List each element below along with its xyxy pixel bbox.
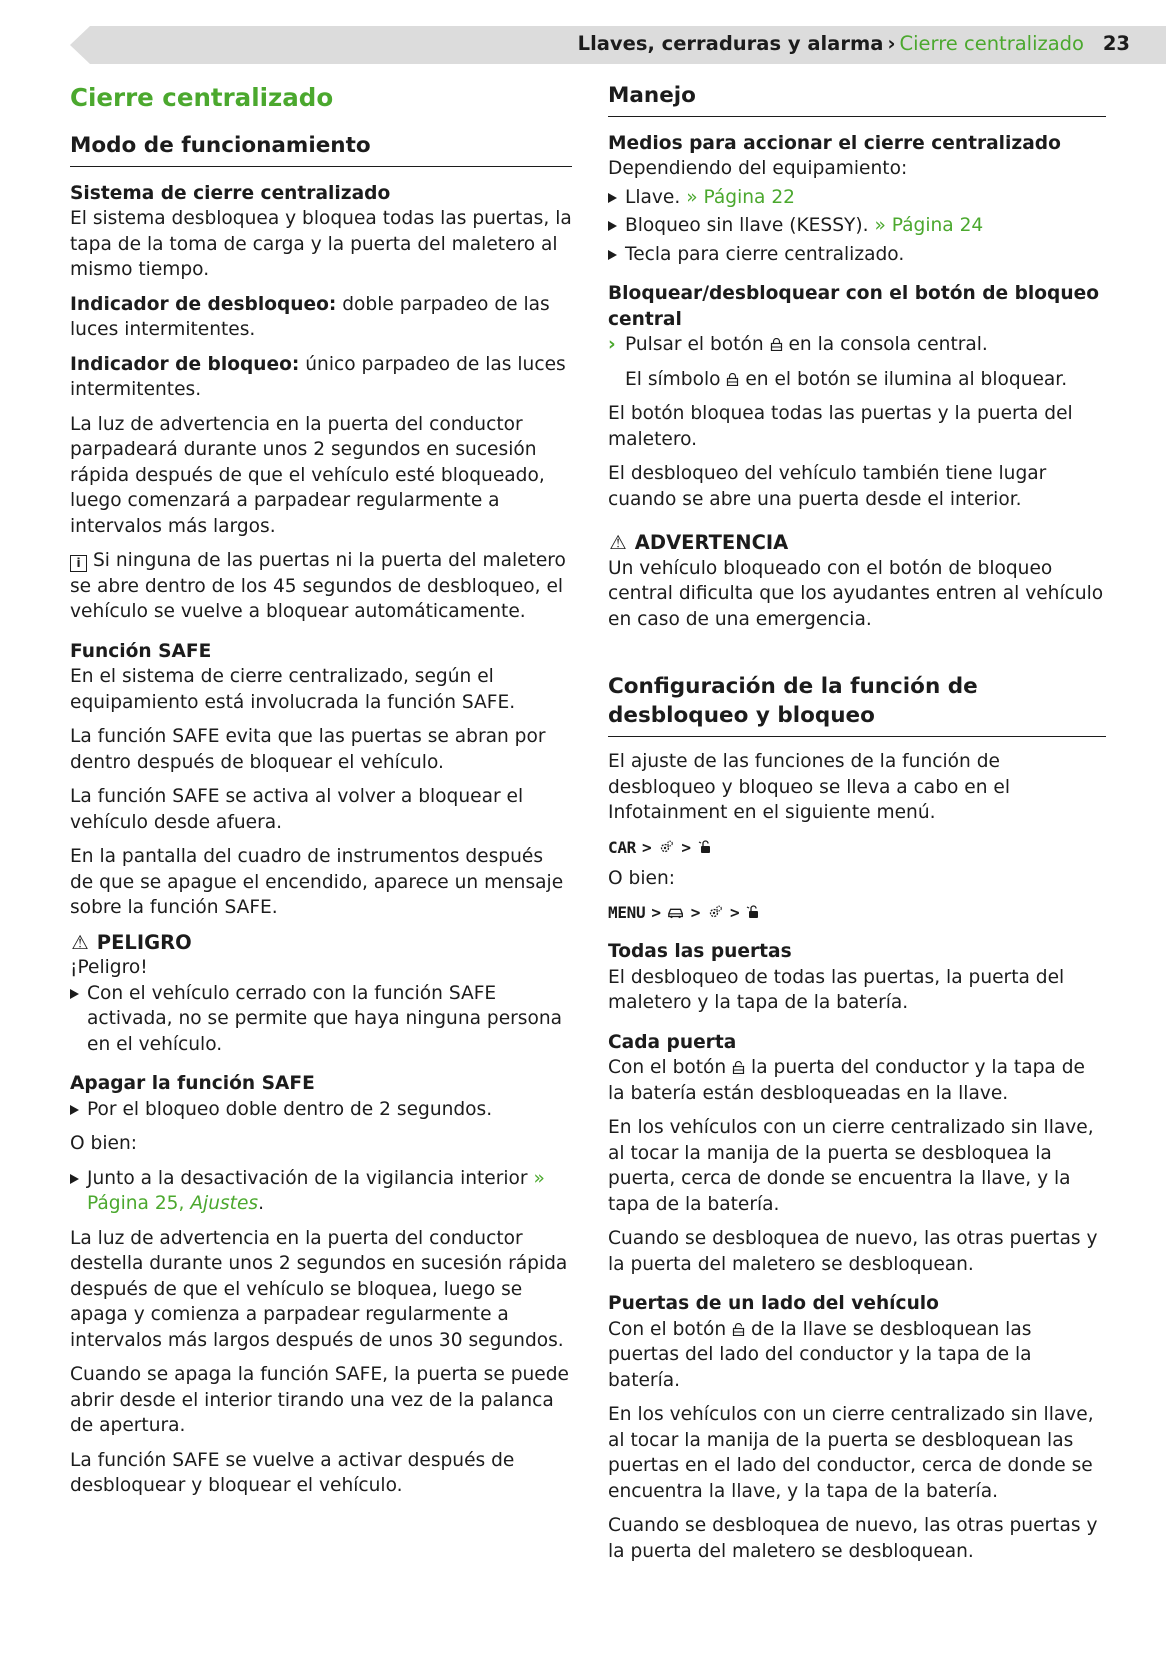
paragraph-button-1: El botón bloquea todas las puertas y la puerta del maletero.: [608, 403, 1073, 450]
breadcrumb-section: Llaves, cerraduras y alarma: [577, 32, 884, 55]
side-doors-p3: Cuando se desbloquea de nuevo, las otras puertas y la puerta del maletero se desbloquean.: [608, 1515, 1098, 1562]
link-page-22[interactable]: » Página 22: [686, 186, 795, 208]
menu-path-car: CAR > >: [608, 835, 1106, 860]
breadcrumb: [578, 32, 1084, 55]
warning-triangle-icon: ⚠: [609, 531, 627, 555]
means-item-kessy: Bloqueo sin llave (KESSY). » Página 24: [608, 213, 1106, 239]
subheading-all-doors: Todas las puertas: [608, 941, 792, 963]
right-column: [608, 82, 1106, 1564]
unlock-indicator-label: Indicador de desbloqueo:: [70, 293, 337, 315]
warning-text: Un vehículo bloqueado con el botón de bloqueo central dificulta que los ayudantes entren al vehículo en caso de una emergencia.: [608, 557, 1104, 630]
link-ajustes[interactable]: Ajustes: [190, 1193, 259, 1215]
section-heading-manejo: Manejo: [608, 82, 1106, 117]
step-chevron-icon: ›: [608, 334, 616, 356]
paragraph-system: El sistema desbloquea y bloquea todas las puertas, la tapa de la toma de carga y la puerta del maletero al mismo tiempo.: [70, 208, 572, 281]
lock-indicator-text: único parpadeo de las luces intermitentes.: [70, 353, 566, 401]
left-column: [70, 82, 572, 1499]
safe-off-item-1: Por el bloqueo doble dentro de 2 segundos.: [70, 1097, 572, 1123]
menu-path-menu: MENU > > >: [608, 900, 1106, 925]
warning-triangle-icon: ⚠: [71, 930, 89, 954]
danger-box: [70, 930, 572, 1058]
info-note-text: Si ninguna de las puertas ni la puerta del maletero se abre dentro de los 45 segundos de desbloqueo, el vehículo se vuelve a bloquear automáticamente.: [70, 550, 566, 623]
info-icon: i: [70, 555, 87, 572]
config-text: El ajuste de las funciones de la función de desbloqueo y bloqueo se lleva a cabo en el Infotainment en el siguiente menú.: [608, 751, 1011, 824]
subheading-safe-off: Apagar la función SAFE: [70, 1073, 315, 1095]
unlock-indicator-text: doble parpadeo de las luces intermitentes.: [70, 293, 550, 341]
danger-heading: PELIGRO: [96, 930, 192, 954]
section-heading-config: Configuración de la función de desbloqueo y bloqueo: [608, 672, 1106, 737]
means-item-key: Llave. » Página 22: [608, 185, 1106, 211]
warning-box: [608, 530, 1106, 632]
paragraph-safe-1: En el sistema de cierre centralizado, según el equipamiento está involucrada la función SAFE.: [70, 666, 516, 713]
side-doors-text: Con el botón de la llave se desbloquean las puertas del lado del conductor y la tapa de la batería.: [608, 1318, 1032, 1391]
step-press-button: › Pulsar el botón en la consola central.: [608, 332, 1106, 358]
paragraph-safe-3: La función SAFE se activa al volver a bloquear el vehículo desde afuera.: [70, 786, 524, 833]
paragraph-safe-2: La función SAFE evita que las puertas se abran por dentro después de bloquear el vehículo.: [70, 726, 546, 773]
all-doors-text: El desbloqueo de todas las puertas, la puerta del maletero y la tapa de la batería.: [608, 966, 1065, 1014]
link-page-25[interactable]: » Página 25,: [87, 1167, 545, 1215]
breadcrumb-separator: ›: [887, 32, 896, 55]
subheading-system: Sistema de cierre centralizado: [70, 182, 391, 204]
page-title: Cierre centralizado: [70, 83, 334, 112]
danger-text: ¡Peligro!: [70, 957, 148, 979]
paragraph-button-2: El desbloqueo del vehículo también tiene lugar cuando se abre una puerta desde el interior.: [608, 463, 1047, 510]
unlock-icon[interactable]: [697, 839, 715, 855]
subheading-means: Medios para accionar el cierre centralizado: [608, 132, 1061, 154]
subheading-lock-button: Bloquear/desbloquear con el botón de bloqueo central: [608, 283, 1099, 330]
section-heading-mode: Modo de funcionamiento: [70, 132, 572, 167]
settings-gears-icon[interactable]: [706, 904, 724, 920]
paragraph-safe-4: En la pantalla del cuadro de instrumentos después de que se apague el encendido, aparece un mensaje sobre la función SAFE.: [70, 846, 564, 919]
key-unlock-icon: [732, 1323, 745, 1336]
lock-button-icon: [770, 338, 783, 351]
each-door-p2: En los vehículos con un cierre centralizado sin llave, al tocar la manija de la puerta se desbloquea la puerta, cerca de donde se encuentra la llave, y la tapa de la batería.: [608, 1117, 1094, 1215]
subheading-safe: Función SAFE: [70, 640, 212, 662]
means-item-button: Tecla para cierre centralizado.: [608, 242, 1106, 268]
info-note: [70, 548, 572, 625]
car-icon[interactable]: [667, 904, 685, 920]
safe-off-item-2: Junto a la desactivación de la vigilancia interior » Página 25, Ajustes.: [70, 1166, 572, 1217]
breadcrumb-chapter[interactable]: Cierre centralizado: [899, 32, 1084, 55]
danger-list-item: Con el vehículo cerrado con la función SAFE activada, no se permite que haya ninguna persona en el vehículo.: [70, 981, 572, 1058]
subheading-side-doors: Puertas de un lado del vehículo: [608, 1293, 939, 1315]
means-text: Dependiendo del equipamiento:: [608, 158, 908, 180]
or-text-left: O bien:: [70, 1133, 138, 1155]
page-number: 23: [1102, 32, 1130, 55]
paragraph-safe-off-3: La función SAFE se vuelve a activar después de desbloquear y bloquear el vehículo.: [70, 1449, 515, 1497]
warning-heading: ADVERTENCIA: [634, 531, 789, 555]
or-text-right: O bien:: [608, 867, 676, 889]
unlock-icon[interactable]: [745, 904, 763, 920]
key-unlock-icon: [732, 1061, 745, 1074]
paragraph-warning-light: La luz de advertencia en la puerta del conductor parpadeará durante unos 2 segundos en sucesión rápida después de que el vehículo esté bloqueado, luego comenzará a parpadear regularmente a intervalos más largos.: [70, 413, 545, 537]
settings-gears-icon[interactable]: [657, 839, 675, 855]
each-door-p3: Cuando se desbloquea de nuevo, las otras puertas y la puerta del maletero se desbloquean.: [608, 1228, 1098, 1275]
menu-menu-label[interactable]: MENU: [608, 903, 646, 923]
paragraph-safe-off-2: Cuando se apaga la función SAFE, la puerta se puede abrir desde el interior tirando una vez de la palanca de apertura.: [70, 1364, 569, 1437]
lock-indicator-label: Indicador de bloqueo:: [70, 353, 300, 375]
link-page-24[interactable]: » Página 24: [874, 215, 984, 237]
side-doors-p2: En los vehículos con un cierre centralizado sin llave, al tocar la manija de la puerta se desbloquean las puertas en el lado del conductor, cerca de donde se encuentra la llave, y la tapa de la batería.: [608, 1404, 1094, 1502]
lock-symbol-icon: [726, 373, 739, 386]
paragraph-safe-off-1: La luz de advertencia en la puerta del conductor destella durante unos 2 segundos en sucesión rápida después de que el vehículo se bloquea, luego se apaga y comienza a parpadear regularmente a intervalos más largos después de unos 30 segundos.: [70, 1227, 568, 1351]
subheading-each-door: Cada puerta: [608, 1031, 737, 1053]
symbol-note: El símbolo en el botón se ilumina al bloquear.: [625, 368, 1068, 390]
each-door-text: Con el botón la puerta del conductor y la tapa de la batería están desbloqueadas en la llave.: [608, 1057, 1085, 1104]
menu-car-label[interactable]: CAR: [608, 837, 636, 857]
